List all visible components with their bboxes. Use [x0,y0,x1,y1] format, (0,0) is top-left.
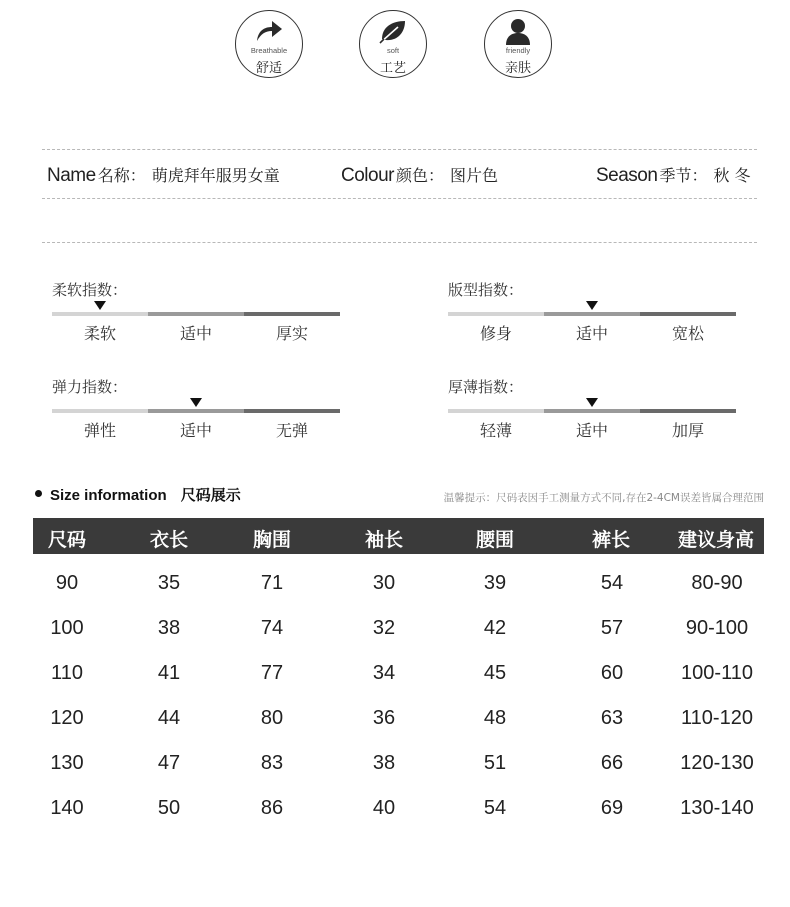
scale-option: 适中 [179,421,212,440]
table-cell: 80 [260,707,284,729]
scale-segment [448,409,544,413]
table-row [0,752,790,797]
table-row [0,707,790,752]
table-cell: 54 [600,572,624,594]
colour-value: 图片色 [450,166,499,185]
scale-option: 轻薄 [479,421,512,440]
feature-label-zh: 亲肤 [504,61,531,76]
table-cell: 110 [51,662,83,684]
scale-option: 加厚 [671,421,704,440]
scale-segment [148,312,244,316]
divider [42,149,757,150]
size-info-title-en: Size information [50,487,167,504]
table-cell: 45 [483,662,507,684]
scale-segment [52,409,148,413]
scale-segment [448,312,544,316]
table-cell: 34 [372,662,396,684]
index-scale [448,376,736,446]
index-scale [52,279,340,349]
season-label-en: Season [596,165,658,186]
feature-label-zh: 工艺 [379,61,406,76]
table-cell: 83 [260,752,284,774]
measurement-tip: 温馨提示：尺码表因手工测量方式不同,存在2-4CM误差皆属合理范围 [443,492,764,504]
table-cell: 60 [600,662,624,684]
scale-option: 柔软 [83,324,116,343]
table-cell: 54 [483,797,507,819]
table-cell: 110-120 [681,707,753,729]
scale-segment [640,312,736,316]
scale-option: 宽松 [671,324,704,343]
scale-segment [544,409,640,413]
scale-segment [244,312,340,316]
column-header: 胸围 [252,529,292,551]
table-cell: 69 [600,797,624,819]
table-cell: 41 [157,662,181,684]
name-value: 萌虎拜年服男女童 [151,166,280,185]
size-table-header [33,518,764,554]
scale-option: 厚实 [275,324,308,343]
table-cell: 90 [55,572,79,594]
table-cell: 57 [600,617,624,639]
feature-badge-friendly [484,10,552,78]
column-header: 衣长 [149,529,189,551]
table-cell: 130 [50,752,84,774]
table-cell: 39 [483,572,507,594]
table-cell: 30 [372,572,396,594]
column-header: 袖长 [364,529,404,551]
divider [42,242,757,243]
product-name [47,163,280,187]
table-cell: 38 [372,752,396,774]
share-arrow-icon [254,17,284,45]
table-cell: 66 [600,752,624,774]
table-cell: 47 [157,752,181,774]
scale-option: 修身 [479,324,512,343]
index-title: 柔软指数： [52,281,128,299]
scale-option: 无弹 [275,421,308,440]
scale-option: 适中 [575,324,608,343]
table-cell: 32 [372,617,396,639]
table-row [0,572,790,617]
selected-marker [586,301,598,310]
leaf-icon [378,17,408,45]
table-cell: 80-90 [691,572,743,594]
size-info-title-zh: 尺码展示 [180,486,241,504]
table-cell: 130-140 [680,797,754,819]
season-label-zh: 季节： [659,166,708,185]
colour-label-zh: 颜色： [395,166,444,185]
table-cell: 120-130 [680,752,754,774]
name-label-en: Name [47,165,96,186]
table-cell: 48 [483,707,507,729]
column-header: 尺码 [47,529,87,551]
index-scale [448,279,736,349]
selected-marker [190,398,202,407]
feature-badge-breathable [235,10,303,78]
table-cell: 74 [260,617,284,639]
table-cell: 100-110 [681,662,753,684]
scale-segment [640,409,736,413]
size-info-heading [35,484,241,505]
scale-option: 弹性 [83,421,116,440]
table-cell: 100 [50,617,84,639]
table-row [0,662,790,707]
divider [42,198,757,199]
table-cell: 51 [483,752,507,774]
product-season [596,163,751,187]
feature-label-en: soft [386,46,400,55]
bullet-icon [35,490,42,497]
index-scale [52,376,340,446]
column-header: 腰围 [475,529,515,551]
table-cell: 42 [483,617,507,639]
table-cell: 86 [260,797,284,819]
table-row [0,797,790,842]
index-title: 弹力指数： [52,378,128,396]
scale-option: 适中 [179,324,212,343]
index-title: 版型指数： [448,281,524,299]
table-cell: 71 [260,572,284,594]
feature-label-en: friendly [505,46,531,55]
selected-marker [94,301,106,310]
selected-marker [586,398,598,407]
feature-label-zh: 舒适 [255,61,282,76]
season-value: 秋 冬 [713,166,751,185]
index-title: 厚薄指数： [448,378,524,396]
name-label-zh: 名称： [97,166,146,185]
person-icon [503,17,533,45]
table-cell: 36 [372,707,396,729]
colour-label-en: Colour [341,165,394,186]
table-row [0,617,790,662]
table-cell: 40 [372,797,396,819]
table-cell: 63 [600,707,624,729]
scale-segment [544,312,640,316]
table-cell: 77 [260,662,284,684]
feature-badge-soft [359,10,427,78]
table-cell: 140 [50,797,84,819]
table-cell: 35 [157,572,181,594]
scale-option: 适中 [575,421,608,440]
scale-segment [148,409,244,413]
table-cell: 50 [157,797,181,819]
scale-segment [244,409,340,413]
column-header: 建议身高 [677,529,755,551]
feature-label-en: Breathable [250,46,288,55]
column-header: 裤长 [591,529,631,551]
table-cell: 90-100 [685,617,749,639]
table-cell: 120 [50,707,84,729]
table-cell: 44 [157,707,181,729]
product-colour [341,163,498,187]
table-cell: 38 [157,617,181,639]
scale-segment [52,312,148,316]
